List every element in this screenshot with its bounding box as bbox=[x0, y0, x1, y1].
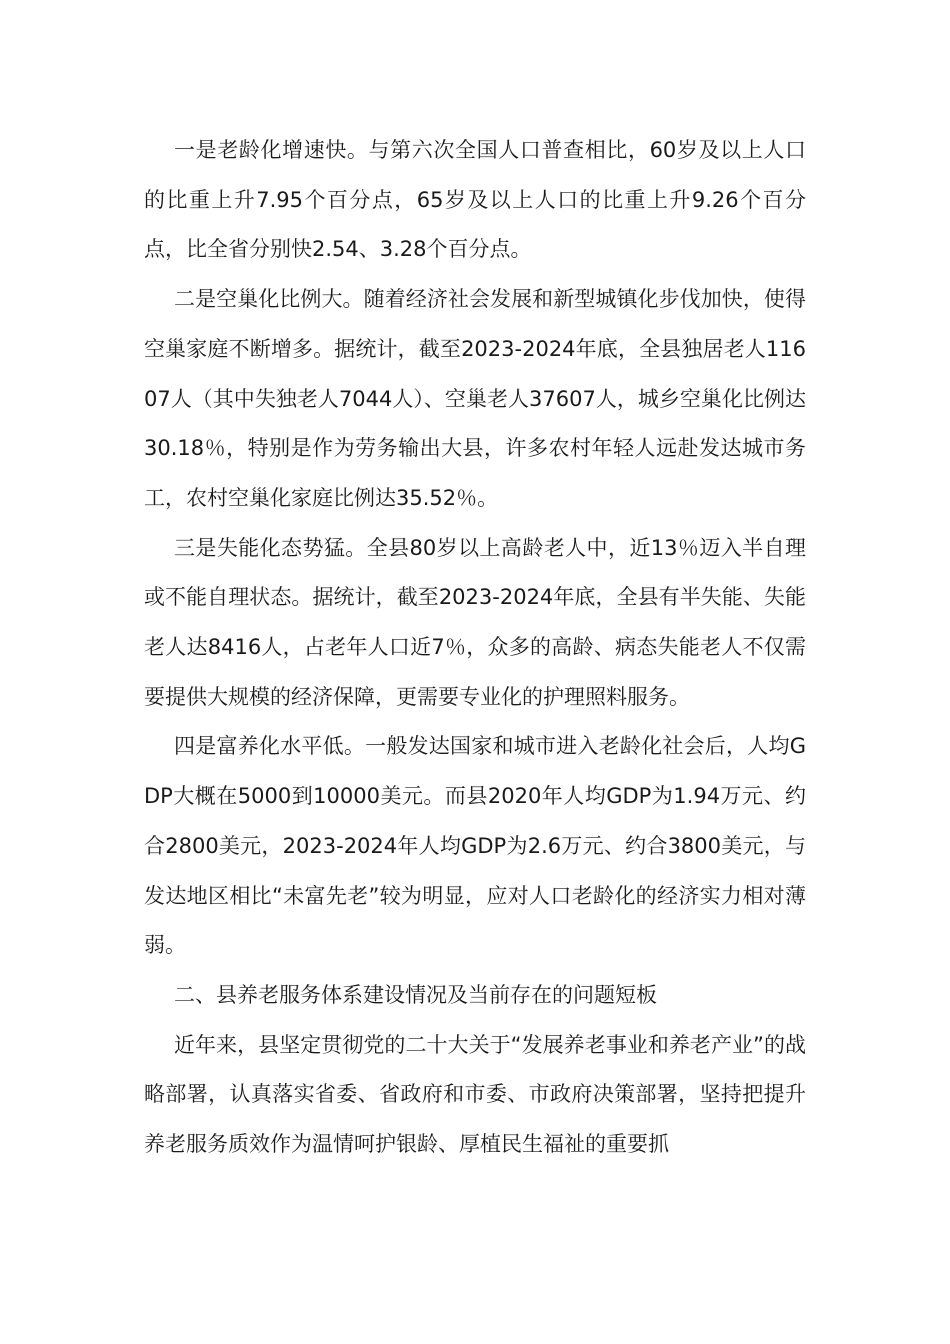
document-body bbox=[144, 126, 806, 1170]
section-heading: 二、县养老服务体系建设情况及当前存在的问题短板 bbox=[174, 982, 657, 1007]
paragraph-recent-years: 近年来，县坚定贯彻党的二十大关于“发展养老事业和养老产业”的战略部署，认真落实省委、省政府和市委、市政府决策部署，坚持把提升养老服务质效作为温情呵护银龄、厚植民生福祉的重要抓 bbox=[144, 1032, 806, 1157]
paragraph-disability: 三是失能化态势猛。全县80岁以上高龄老人中，近13％迈入半自理或不能自理状态。据统计，截至2023-2024年底，全县有半失能、失能老人达8416人，占老年人口近7％，众多的高龄、病态失能老人不仅需要提供大规模的经济保障，更需要专业化的护理照料服务。 bbox=[144, 535, 806, 709]
paragraph-empty-nest: 二是空巢化比例大。随着经济社会发展和新型城镇化步伐加快，使得空巢家庭不断增多。据统计，截至2023-2024年底，全县独居老人11607人（其中失独老人7044人）、空巢老人37607人，城乡空巢化比例达30.18％，特别是作为劳务输出大县，许多农村年轻人远赴发达城市务工，农村空巢化家庭比例达35.52％。 bbox=[144, 287, 806, 510]
paragraph-wealth-level: 四是富养化水平低。一般发达国家和城市进入老龄化社会后，人均GDP大概在5000到10000美元。而县2020年人均GDP为1.94万元、约合2800美元，2023-2024年人均GDP为2.6万元、约合3800美元，与发达地区相比“未富先老”较为明显，应对人口老龄化的经济实力相对薄弱。 bbox=[144, 734, 806, 958]
paragraph-aging-growth: 一是老龄化增速快。与第六次全国人口普查相比，60岁及以上人口的比重上升7.95个百分点，65岁及以上人口的比重上升9.26个百分点，比全省分别快2.54、3.28个百分点。 bbox=[144, 138, 806, 262]
